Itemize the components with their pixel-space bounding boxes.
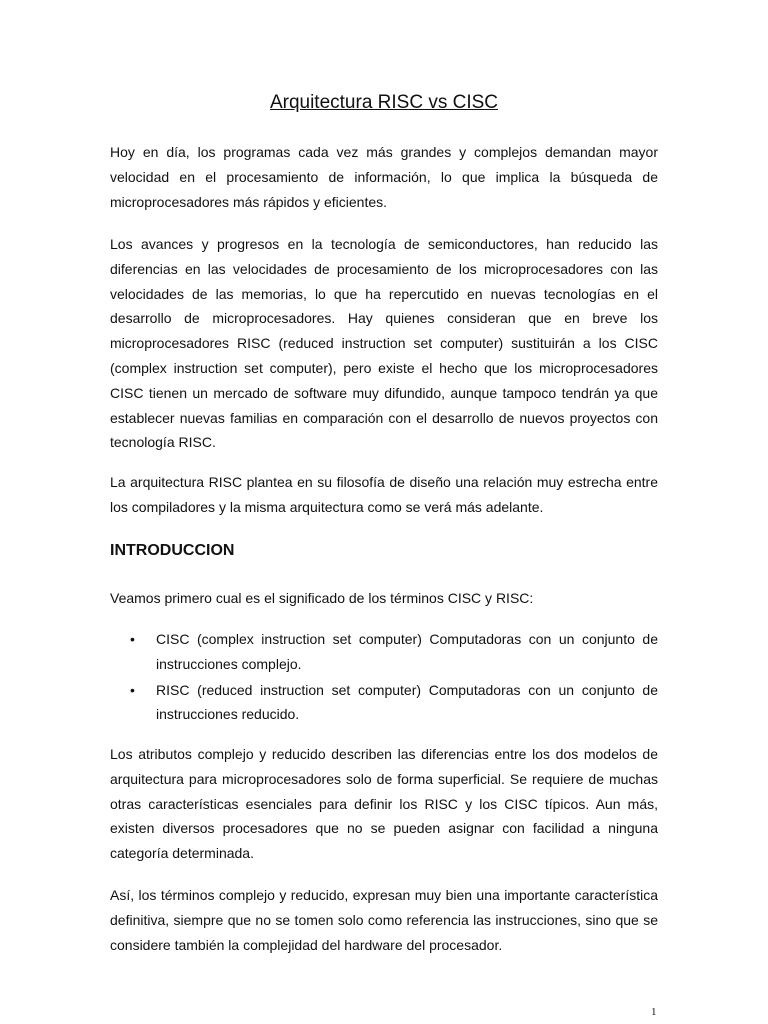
- definition-list: [110, 627, 658, 728]
- list-item-text: RISC (reduced instruction set computer) Computadoras con un conjunto de instrucciones reducido.: [156, 681, 658, 723]
- section-heading: INTRODUCCION: [110, 542, 235, 559]
- bullet-icon: •: [130, 631, 135, 647]
- paragraph-conclusion: Así, los términos complejo y reducido, expresan muy bien una importante característica definitiva, siempre que no se tomen solo como referencia las instrucciones, sino que se considere también la complejidad del hardware del procesador.: [110, 887, 658, 953]
- paragraph-intro-1: Hoy en día, los programas cada vez más grandes y complejos demandan mayor velocidad en el procesamiento de información, lo que implica la búsqueda de microprocesadores más rápidos y eficientes.: [110, 144, 658, 210]
- page-number: 1: [651, 1006, 657, 1018]
- paragraph-attributes: Los atributos complejo y reducido describen las diferencias entre los dos modelos de arquitectura para microprocesadores solo de forma superficial. Se requiere de muchas otras características esenciales para definir los RISC y los CISC típicos. Aun más, existen diversos procesadores que no se pueden asignar con facilidad a ninguna categoría determinada.: [110, 746, 658, 862]
- list-item-text: CISC (complex instruction set computer) Computadoras con un conjunto de instrucciones complejo.: [156, 631, 658, 672]
- list-item: [110, 627, 658, 677]
- bullet-icon: •: [130, 681, 135, 698]
- paragraph-terms-intro: Veamos primero cual es el significado de los términos CISC y RISC:: [110, 590, 534, 606]
- document-title: Arquitectura RISC vs CISC: [269, 92, 499, 113]
- paragraph-intro-2: Los avances y progresos en la tecnología de semiconductores, han reducido las diferencias en las velocidades de procesamiento de los microprocesadores con las velocidades de las memorias, lo que ha repercutido en nuevas tecnologías en el desarrollo de microprocesadores. Hay quienes consideran que en breve los microprocesadores RISC (reduced instruction set computer) sustituirán a los CISC (complex instruction set computer), pero existe el hecho que los microprocesadores CISC tienen un mercado de software muy difundido, aunque tampoco tendrán ya que establecer nuevas familias en comparación con el desarrollo de nuevos proyectos con tecnología RISC.: [110, 236, 658, 451]
- paragraph-intro-3: La arquitectura RISC plantea en su filosofía de diseño una relación muy estrecha entre los compiladores y la misma arquitectura como se verá más adelante.: [110, 474, 658, 515]
- list-item: [110, 678, 658, 728]
